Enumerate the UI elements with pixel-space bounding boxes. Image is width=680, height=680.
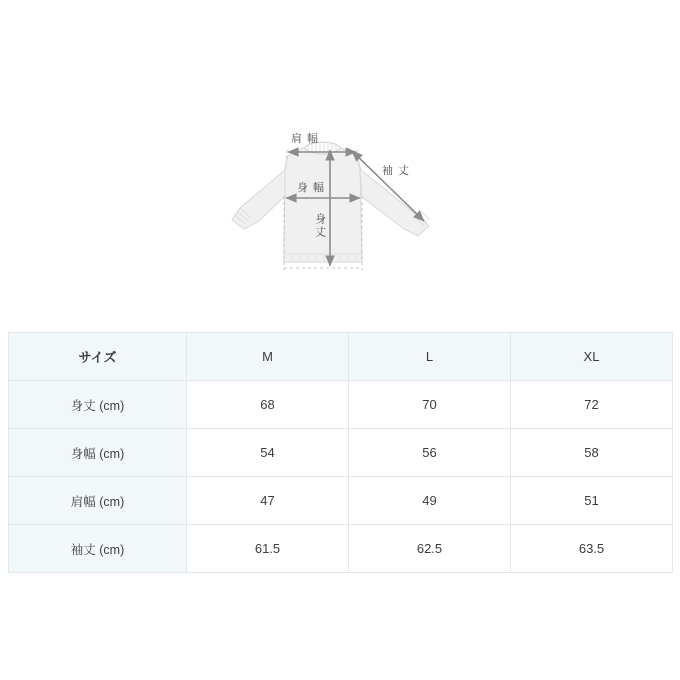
cell-chest-width-m: 54 bbox=[187, 429, 349, 477]
cell-sleeve-length-xl: 63.5 bbox=[511, 525, 673, 573]
garment-illustration bbox=[0, 0, 680, 320]
diagram-label-sleeve-length: 袖 丈 bbox=[382, 165, 411, 177]
cell-sleeve-length-m: 61.5 bbox=[187, 525, 349, 573]
table-row bbox=[9, 477, 673, 525]
diagram-label-body-length: 身丈 bbox=[313, 213, 326, 239]
cell-body-length-m: 68 bbox=[187, 381, 349, 429]
row-label-shoulder-width: 肩幅 (cm) bbox=[9, 477, 187, 525]
diagram-label-shoulder-width: 肩 幅 bbox=[291, 133, 320, 145]
size-table-wrapper bbox=[8, 332, 672, 573]
column-header-size: サイズ bbox=[9, 333, 187, 381]
size-table-body bbox=[9, 381, 673, 573]
column-header-l: L bbox=[349, 333, 511, 381]
cell-sleeve-length-l: 62.5 bbox=[349, 525, 511, 573]
diagram-label-chest-width: 身 幅 bbox=[297, 182, 326, 194]
row-label-sleeve-length: 袖丈 (cm) bbox=[9, 525, 187, 573]
cell-shoulder-width-l: 49 bbox=[349, 477, 511, 525]
row-label-body-length: 身丈 (cm) bbox=[9, 381, 187, 429]
size-table bbox=[8, 332, 673, 573]
table-row bbox=[9, 429, 673, 477]
cell-body-length-l: 70 bbox=[349, 381, 511, 429]
row-label-chest-width: 身幅 (cm) bbox=[9, 429, 187, 477]
cell-shoulder-width-xl: 51 bbox=[511, 477, 673, 525]
sweatshirt-shape bbox=[232, 142, 430, 270]
table-header-row bbox=[9, 333, 673, 381]
size-table-head bbox=[9, 333, 673, 381]
garment-diagram bbox=[0, 0, 680, 320]
cell-body-length-xl: 72 bbox=[511, 381, 673, 429]
table-row bbox=[9, 381, 673, 429]
column-header-xl: XL bbox=[511, 333, 673, 381]
cell-chest-width-xl: 58 bbox=[511, 429, 673, 477]
cell-shoulder-width-m: 47 bbox=[187, 477, 349, 525]
column-header-m: M bbox=[187, 333, 349, 381]
cell-chest-width-l: 56 bbox=[349, 429, 511, 477]
table-row bbox=[9, 525, 673, 573]
